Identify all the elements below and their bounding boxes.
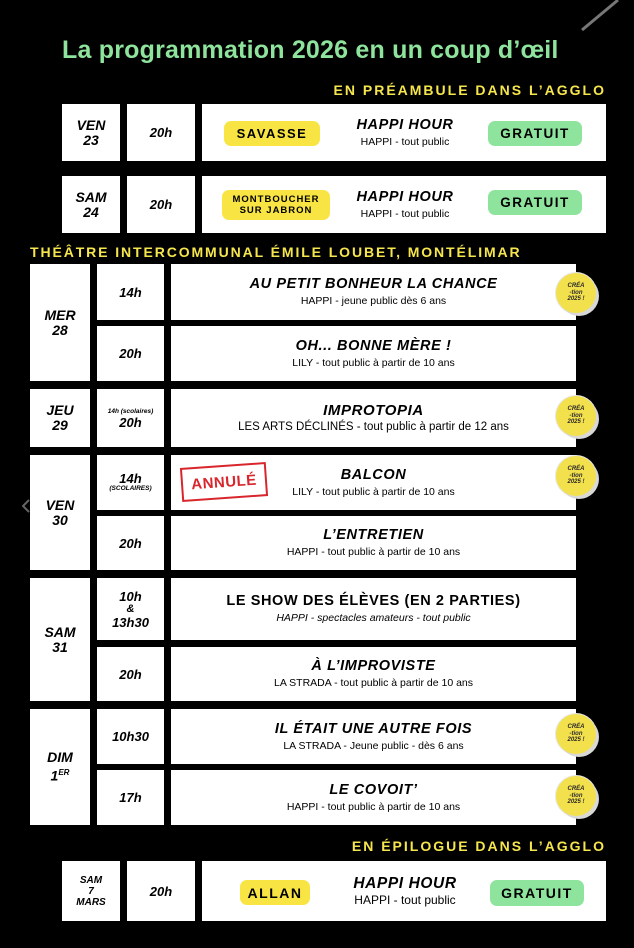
price-badge: GRATUIT (488, 121, 582, 146)
event-info (330, 176, 480, 233)
event-details: HAPPI - tout public (354, 893, 456, 907)
creation-2025-sticker: CRÉA -tion 2025 ! (556, 396, 596, 436)
day-name: DIM (47, 749, 73, 766)
day-number: 7 (88, 885, 94, 897)
day-number: 23 (83, 131, 99, 148)
event-time: 20h (149, 197, 173, 212)
venue-badge: SAVASSE (224, 121, 320, 146)
time-cell: 20h (97, 647, 164, 701)
day-cell (62, 176, 120, 233)
event-cell (171, 647, 576, 701)
event-cell (171, 326, 576, 381)
day-name: VEN (76, 116, 106, 133)
creation-2025-sticker: CRÉA -tion 2025 ! (556, 456, 596, 496)
event-info (330, 104, 480, 161)
event-details: HAPPI - tout public à partir de 10 ans (286, 800, 461, 813)
day-name: SAM (75, 188, 107, 205)
event-name: À L’IMPROVISTE (311, 658, 436, 674)
time-cell: 17h (97, 770, 164, 825)
event-cell (171, 455, 576, 510)
event-time: 20h (149, 883, 173, 899)
time-cell (97, 389, 164, 447)
venue-badge: MONTBOUCHER SUR JABRON (222, 190, 330, 220)
day-cell-dim (30, 709, 90, 825)
day-cell-ven (30, 455, 90, 570)
day-name: MER (44, 306, 76, 323)
day-number: 30 (52, 511, 68, 528)
event-name: HAPPI HOUR (356, 116, 454, 133)
event-name: HAPPI HOUR (353, 875, 457, 892)
creation-2025-sticker: CRÉA -tion 2025 ! (556, 273, 596, 313)
day-number: 24 (83, 203, 99, 220)
day-cell-sam (30, 578, 90, 701)
event-cell (171, 770, 576, 825)
event-details: LILY - tout public à partir de 10 ans (292, 485, 455, 498)
section-preambule: EN PRÉAMBULE DANS L’AGGLO (333, 82, 606, 98)
day-name: JEU (46, 402, 74, 418)
price-badge: GRATUIT (490, 880, 584, 906)
event-name: IMPROTOPIA (323, 402, 424, 419)
event-cell (202, 176, 606, 233)
time-cell: 14h (97, 264, 164, 320)
event-cell (171, 389, 576, 447)
event-details: HAPPI - tout public (360, 207, 450, 220)
event-cell (171, 516, 576, 570)
day-name: SAM (79, 874, 103, 886)
event-time: 20h (149, 125, 173, 140)
section-theatre: THÉÂTRE INTERCOMMUNAL ÉMILE LOUBET, MONTÉLIMAR (30, 244, 522, 260)
time-cell: 20h (97, 516, 164, 570)
creation-2025-sticker: CRÉA -tion 2025 ! (556, 776, 596, 816)
cancelled-stamp: ANNULÉ (180, 462, 268, 502)
day-name: VEN (45, 496, 75, 513)
event-cell (202, 861, 606, 921)
event-name: AU PETIT BONHEUR LA CHANCE (249, 276, 498, 292)
event-name: BALCON (340, 466, 407, 483)
event-details: HAPPI - tout public (360, 135, 450, 148)
section-epilogue: EN ÉPILOGUE DANS L’AGGLO (351, 838, 606, 854)
creation-2025-sticker: CRÉA -tion 2025 ! (556, 714, 596, 754)
time-cell: 10h30 (97, 709, 164, 764)
event-name: LE COVOIT’ (329, 781, 418, 798)
day-cell-jeu (30, 389, 90, 447)
event-cell (202, 104, 606, 161)
event-details: LA STRADA - tout public à partir de 10 ans (273, 677, 474, 689)
event-time: 10h (119, 588, 142, 604)
time-note: (SCOLAIRES) (109, 485, 152, 492)
event-cell (171, 709, 576, 764)
event-details: HAPPI - tout public à partir de 10 ans (286, 546, 461, 558)
event-time: 20h (119, 414, 142, 430)
event-time-2: 13h30 (112, 614, 149, 630)
day-cell (62, 104, 120, 161)
corner-line-decoration (578, 0, 634, 34)
event-name: LE SHOW DES ÉLÈVES (EN 2 PARTIES) (226, 593, 521, 609)
day-cell-mer (30, 264, 90, 381)
day-number: 1ER (50, 767, 70, 784)
time-cell (127, 176, 195, 233)
page-title: La programmation 2026 en un coup d’œil (62, 36, 559, 64)
event-cell (171, 264, 576, 320)
day-name: SAM (44, 623, 76, 640)
event-details: LES ARTS DÉCLINÉS - tout public à partir de 12 ans (238, 421, 509, 433)
day-cell (62, 861, 120, 921)
event-details: HAPPI - jeune public dès 6 ans (300, 295, 447, 307)
event-name: IL ÉTAIT UNE AUTRE FOIS (274, 720, 473, 737)
day-number-suffix: ER (58, 768, 70, 778)
event-details: LILY - tout public à partir de 10 ans (292, 356, 455, 369)
time-cell (127, 861, 195, 921)
month-name: MARS (76, 896, 106, 908)
day-number: 31 (52, 638, 68, 655)
time-cell: 20h (97, 326, 164, 381)
time-cell (127, 104, 195, 161)
day-number: 29 (52, 417, 68, 433)
event-cell (171, 578, 576, 640)
time-ampersand: & (126, 602, 135, 615)
venue-badge: ALLAN (240, 880, 310, 905)
event-time: 14h (119, 471, 142, 486)
time-note: 14h (scolaires) (107, 407, 154, 415)
event-details: LA STRADA - Jeune public - dès 6 ans (283, 739, 464, 752)
event-details: HAPPI - spectacles amateurs - tout public (276, 612, 471, 624)
price-badge: GRATUIT (488, 190, 582, 215)
time-cell (97, 578, 164, 640)
carousel-prev-indicator[interactable] (22, 499, 30, 513)
event-name: OH... BONNE MÈRE ! (295, 337, 452, 354)
event-info (330, 861, 480, 921)
time-cell (97, 455, 164, 510)
event-name: HAPPI HOUR (356, 188, 454, 205)
event-name: L’ENTRETIEN (323, 527, 424, 543)
day-number: 28 (52, 321, 68, 338)
